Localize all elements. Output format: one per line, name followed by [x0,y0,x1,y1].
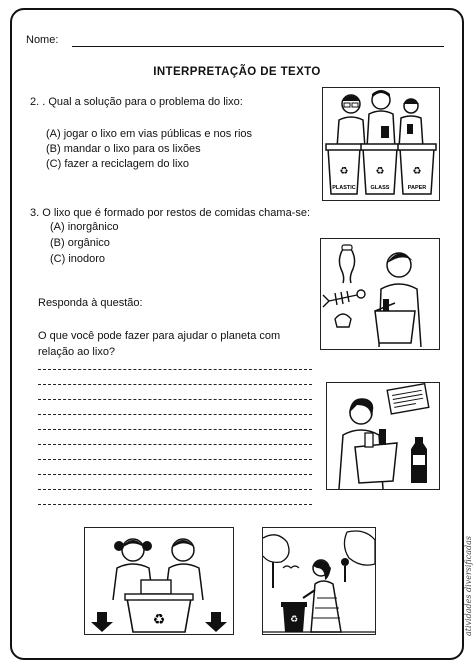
svg-text:♻: ♻ [375,166,385,177]
svg-text:♻: ♻ [152,612,166,628]
question-4-instruction: Responda à questão: [38,297,143,309]
answer-line[interactable] [38,504,312,505]
question-3-option-b[interactable]: (B) orgânico [50,237,110,249]
svg-text:♻: ♻ [339,166,349,177]
question-2-option-b[interactable]: (B) mandar o lixo para os lixões [46,143,201,155]
answer-line[interactable] [38,399,312,400]
question-3-prompt: 3. O lixo que é formado por restos de comidas chama-se: [30,207,311,219]
answer-line[interactable] [38,489,312,490]
question-2-option-c[interactable]: (C) fazer a reciclagem do lixo [46,158,190,170]
answer-line[interactable] [38,459,312,460]
answer-line[interactable] [38,444,312,445]
park-bin-illustration [262,527,376,635]
kids-recycle-bin-illustration [84,527,234,635]
question-3-option-a[interactable]: (A) inorgânico [50,221,119,233]
question-4-prompt-line-2: relação ao lixo? [38,346,116,358]
answer-line[interactable] [38,429,312,430]
watermark-text: atividades diversificadas [464,535,473,636]
answer-line[interactable] [38,369,312,370]
bin-label-glass: GLASS [370,185,390,191]
question-3-option-c[interactable]: (C) inodoro [50,253,106,265]
bin-label-plastic: PLASTIC [332,185,356,191]
answer-line[interactable] [38,384,312,385]
svg-text:♻: ♻ [412,166,422,177]
answer-line[interactable] [38,414,312,415]
name-label: Nome: [26,34,59,46]
girl-recyclables-illustration [326,382,440,490]
page-title: INTERPRETAÇÃO DE TEXTO [153,66,321,78]
bin-label-paper: PAPER [407,185,427,191]
question-2-prompt: 2. . Qual a solução para o problema do lixo: [30,96,243,108]
question-2-option-a[interactable]: (A) jogar o lixo em vias públicas e nos rios [46,128,253,140]
svg-text:♻: ♻ [289,615,299,625]
recycling-bins-illustration [322,87,440,201]
name-field-line[interactable] [72,46,444,47]
answer-line[interactable] [38,474,312,475]
organic-waste-illustration [320,238,440,350]
question-4-prompt-line-1: O que você pode fazer para ajudar o planeta com [38,330,281,342]
